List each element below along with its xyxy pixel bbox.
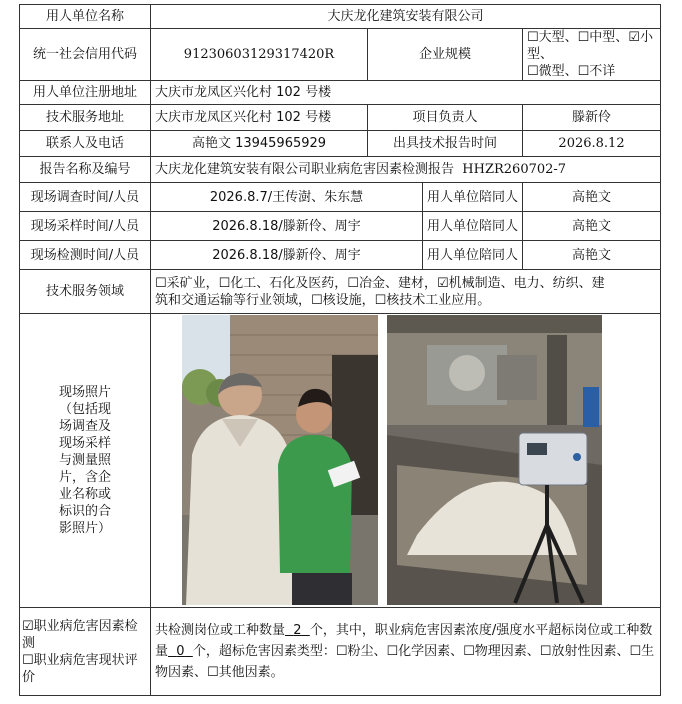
photo-label-line: 现场照片 (58, 385, 111, 400)
row-service-address (20, 105, 661, 131)
row-report-name (20, 157, 661, 183)
report-name-label: 报告名称及编号 (20, 157, 151, 183)
result-text-2: 个，其中，职业病危害因素浓度/强度水平超标岗位或工种数量 (155, 623, 653, 659)
scale-options (523, 29, 661, 81)
row-result (20, 608, 661, 696)
photo-label-line: 现场采样 (58, 436, 111, 451)
survey-value: 2026.8.7/王传澍、朱东慧 (151, 183, 423, 212)
report-number: HHZR260702-7 (462, 162, 567, 177)
photo-label-line: 业名称或 (58, 487, 111, 502)
row-photos (20, 314, 661, 608)
photo-label-line: （包括现 (58, 402, 111, 417)
service-address-label: 技术服务地址 (20, 105, 151, 131)
result-text-1: 共检测岗位或工种数量 (155, 623, 286, 638)
row-reg-address (20, 81, 661, 105)
testing-value: 2026.8.18/滕新伶、周宇 (151, 241, 423, 270)
photo-label-line: 片，含企 (58, 470, 111, 485)
survey-accompany-value: 高艳文 (523, 183, 661, 212)
testing-label: 现场检测时间/人员 (20, 241, 151, 270)
row-contact (20, 131, 661, 157)
result-summary (151, 608, 661, 696)
result-type-testing: ☑职业病危害因素检测 (22, 618, 138, 651)
row-credit (20, 29, 661, 81)
report-time-label: 出具技术报告时间 (368, 131, 523, 157)
credit-value: 91230603129317420R (151, 29, 368, 81)
report-time-value: 2026.8.12 (523, 131, 661, 157)
report-name-value: 大庆龙化建筑安装有限公司职业病危害因素检测报告 (155, 162, 455, 177)
photo-label (20, 314, 151, 608)
row-sampling (20, 212, 661, 241)
row-employer (20, 5, 661, 29)
info-table (19, 4, 661, 696)
service-field-label: 技术服务领域 (20, 270, 151, 314)
survey-accompany-label: 用人单位陪同人 (423, 183, 523, 212)
tested-post-count: 2 (293, 623, 302, 638)
service-field-line1: ☐采矿业，☐化工、石化及医药，☐冶金、建材，☑机械制造、电力、纺织、建 (155, 275, 605, 291)
employer-label: 用人单位名称 (20, 5, 151, 29)
photo-label-line: 影照片） (58, 521, 111, 536)
row-service-field (20, 270, 661, 314)
testing-accompany-value: 高艳文 (523, 241, 661, 270)
row-survey (20, 183, 661, 212)
result-text-3: 个，超标危害因素类型：☐粉尘、☐化学因素、☐物理因素、☐放射性因素、☐生物因素、☐其他因素。 (155, 644, 655, 680)
result-type-evaluation: ☐职业病危害现状评价 (22, 652, 138, 685)
sampling-label: 现场采样时间/人员 (20, 212, 151, 241)
project-manager-label: 项目负责人 (368, 105, 523, 131)
survey-label: 现场调查时间/人员 (20, 183, 151, 212)
contact-value: 高艳文 13945965929 (151, 131, 368, 157)
service-address-value: 大庆市龙凤区兴化村 102 号楼 (151, 105, 368, 131)
contact-label: 联系人及电话 (20, 131, 151, 157)
service-field-line2: 筑和交通运输等行业领域，☐核设施，☐核技术工业应用。 (155, 292, 491, 308)
sampling-value: 2026.8.18/滕新伶、周宇 (151, 212, 423, 241)
sampling-accompany-value: 高艳文 (523, 212, 661, 241)
scale-options-line1: ☐大型、☐中型、☑小型、 (527, 30, 653, 62)
service-field-value (151, 270, 661, 314)
site-sampling-photo (387, 315, 602, 605)
sampling-accompany-label: 用人单位陪同人 (423, 212, 523, 241)
site-survey-photo (182, 315, 378, 605)
project-manager-value: 滕新伶 (523, 105, 661, 131)
employer-value: 大庆龙化建筑安装有限公司 (151, 5, 661, 29)
exceeding-post-count: 0 (176, 644, 185, 659)
photo-label-line: 场调查及 (58, 419, 111, 434)
result-type (20, 608, 151, 696)
testing-accompany-label: 用人单位陪同人 (423, 241, 523, 270)
photo-area (151, 314, 661, 608)
service-info-form (19, 4, 660, 696)
row-testing (20, 241, 661, 270)
photo-label-line: 与测量照 (58, 453, 111, 468)
photo-label-line: 标识的合 (58, 504, 111, 519)
credit-label: 统一社会信用代码 (20, 29, 151, 81)
reg-address-label: 用人单位注册地址 (20, 81, 151, 105)
reg-address-value: 大庆市龙凤区兴化村 102 号楼 (151, 81, 661, 105)
scale-label: 企业规模 (368, 29, 523, 81)
scale-options-line2: ☐微型、☐不详 (527, 64, 616, 79)
report-name-cell (151, 157, 661, 183)
